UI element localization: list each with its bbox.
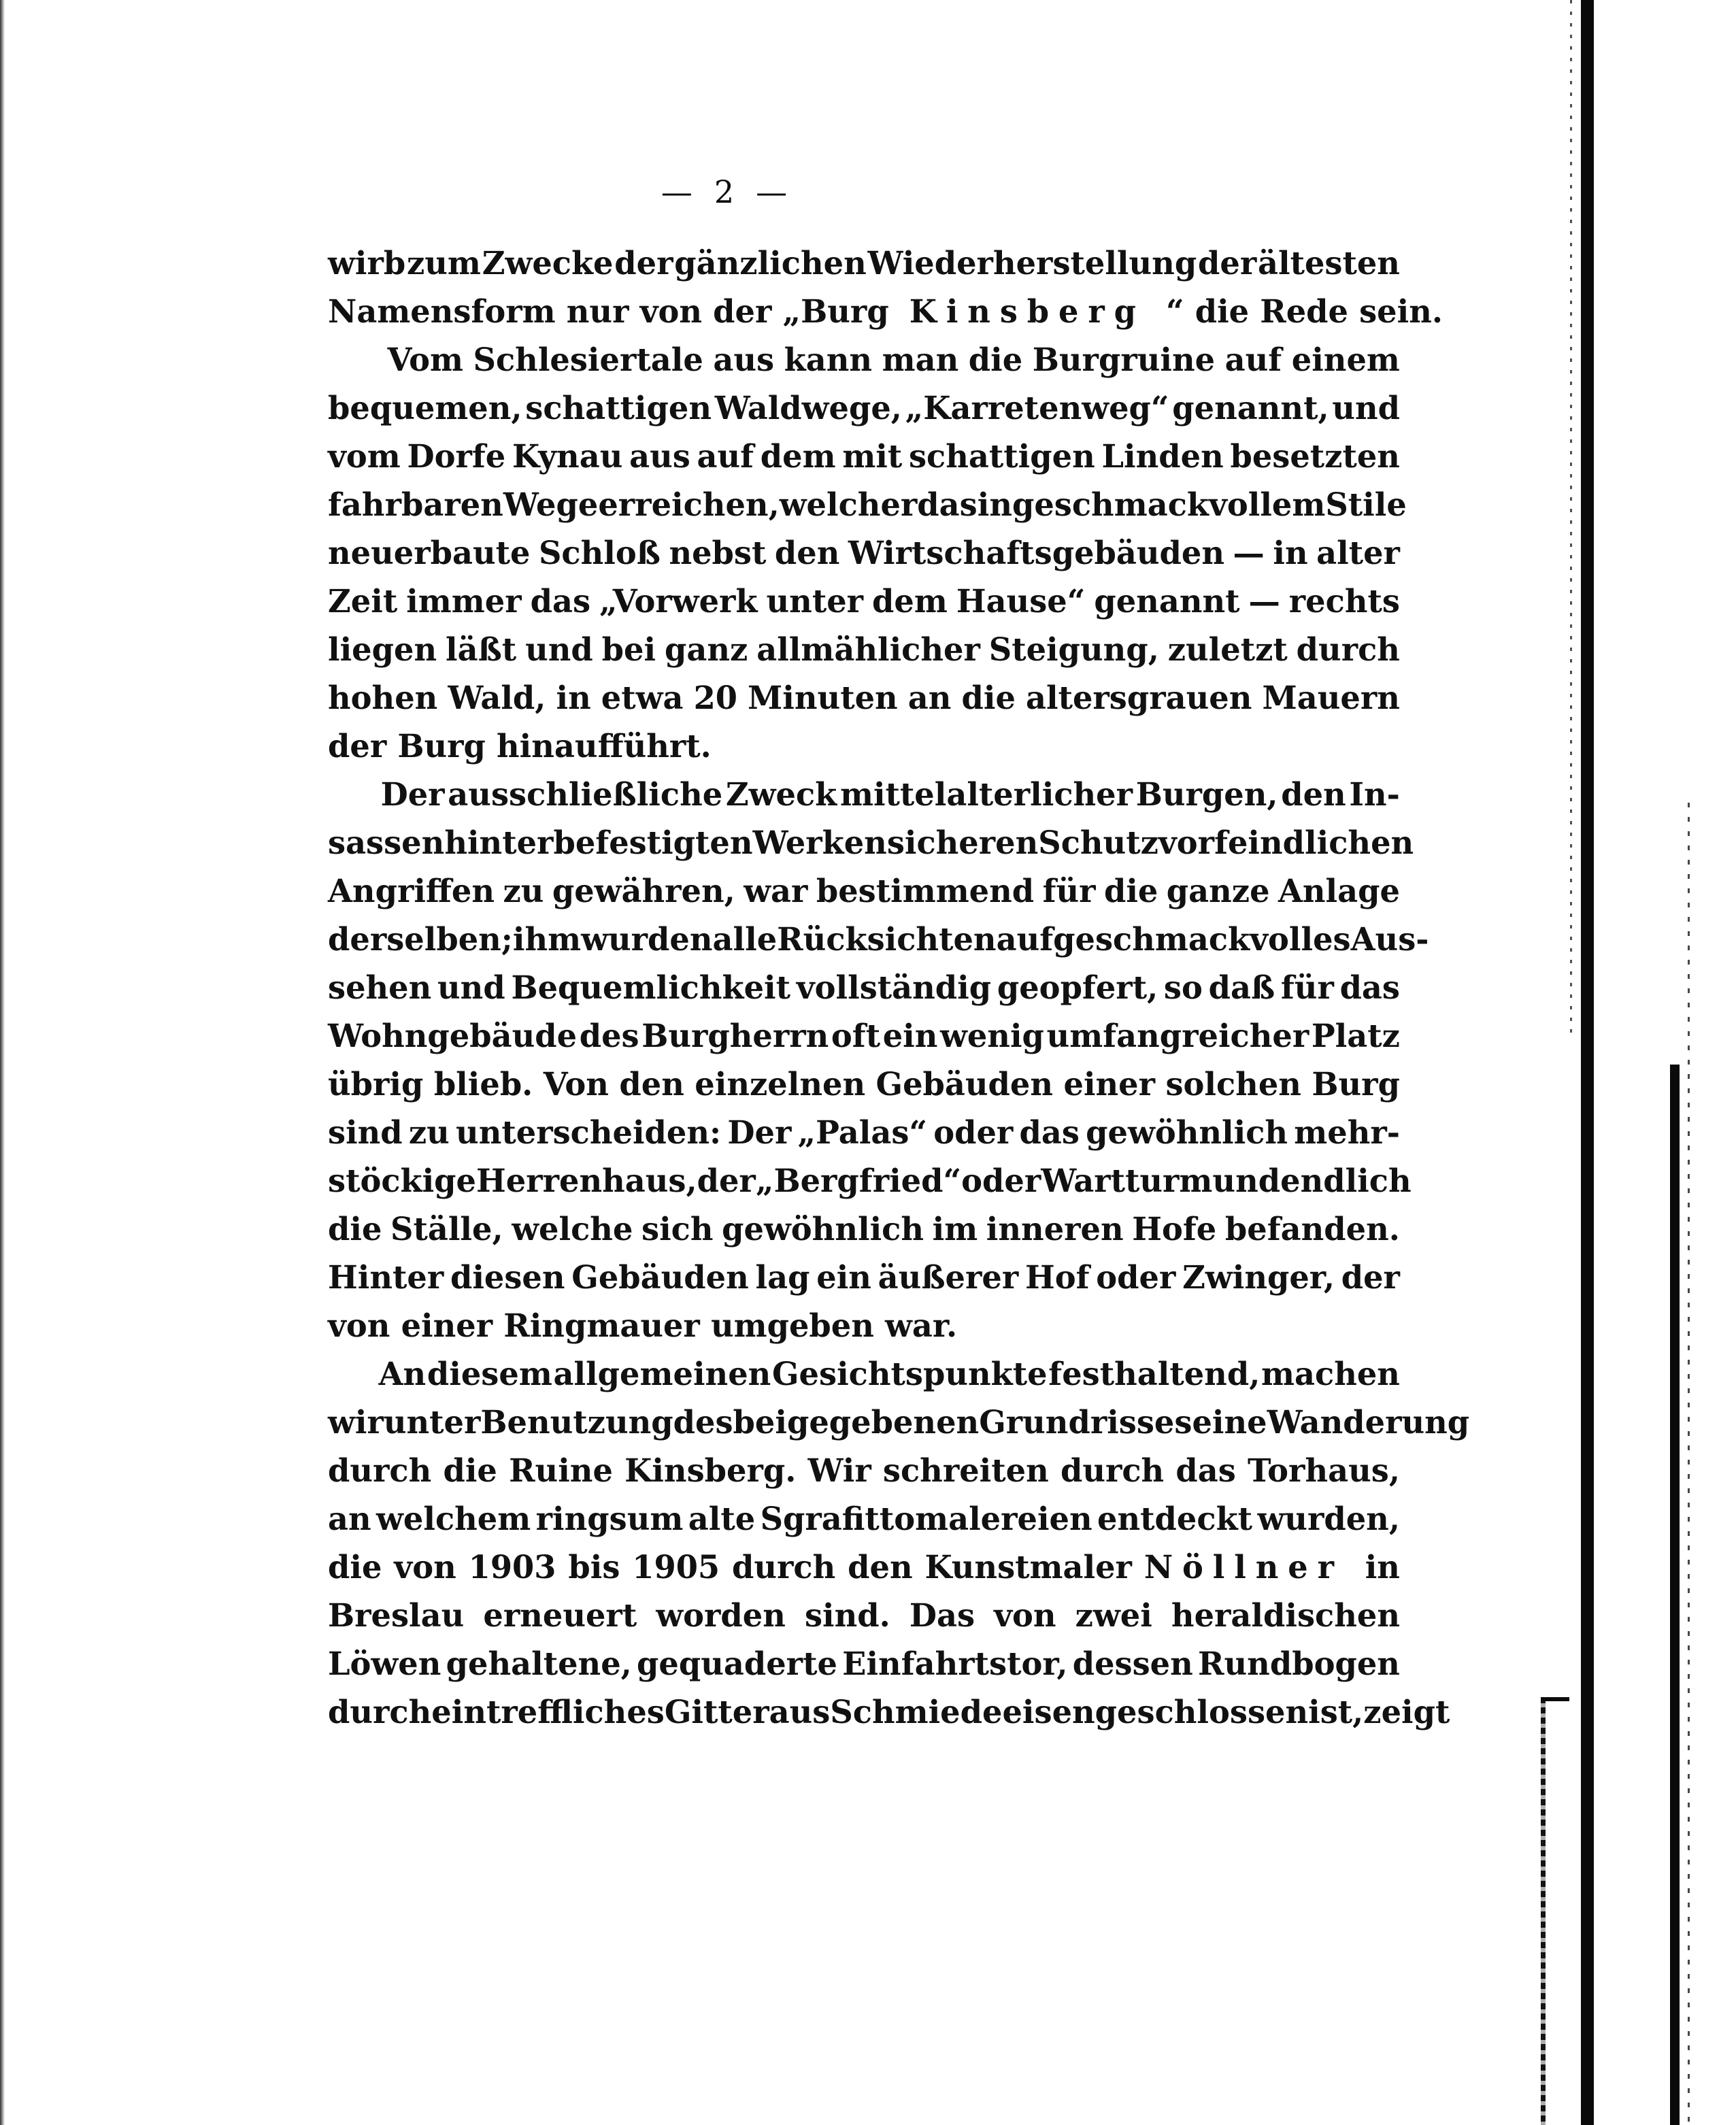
text-line xyxy=(328,433,1400,481)
word: eine xyxy=(1192,1404,1267,1441)
word: kann xyxy=(784,341,873,379)
word: äußerer xyxy=(878,1259,1019,1296)
word: feindlichen xyxy=(1214,824,1414,862)
word: erneuert xyxy=(483,1597,637,1635)
word: Zweck xyxy=(725,776,837,814)
word: das xyxy=(917,486,978,524)
word: zu xyxy=(408,1114,450,1152)
text-line xyxy=(328,1350,1400,1399)
word: der xyxy=(1341,1259,1400,1296)
text-line xyxy=(328,626,1400,674)
word: übrig xyxy=(328,1066,424,1103)
word: Gebäuden xyxy=(571,1259,749,1296)
word: des xyxy=(673,1404,733,1441)
text-line xyxy=(328,1543,1400,1592)
word: geschmackvolles xyxy=(1053,921,1351,958)
text-line xyxy=(328,1109,1400,1157)
word: unter xyxy=(383,1404,481,1441)
emphasised-word: Nöllner xyxy=(1144,1549,1343,1586)
word: an xyxy=(328,1501,371,1538)
word: „Bergfried“ xyxy=(755,1162,962,1200)
word: welchem xyxy=(376,1501,531,1538)
word: gewähren, xyxy=(552,873,735,910)
word: ältesten xyxy=(1257,245,1400,282)
word: Gitter xyxy=(664,1694,769,1731)
word: blieb. xyxy=(433,1066,533,1103)
text-line xyxy=(328,771,1400,819)
word: von xyxy=(394,1549,456,1586)
word: lag xyxy=(755,1259,810,1296)
word: — xyxy=(1233,535,1265,572)
word: Waldwege, xyxy=(714,390,902,427)
word: gewöhnlich xyxy=(722,1211,924,1248)
text-line xyxy=(328,916,1429,964)
word: alter xyxy=(1316,535,1400,572)
word: „Vorwerk xyxy=(599,583,758,620)
word: Bequemlichkeit xyxy=(511,969,791,1007)
scan-inner-edge-bar xyxy=(1541,1697,1546,2125)
page-number-header: — 2 — xyxy=(661,173,788,210)
word: der xyxy=(614,245,673,282)
word: bequemen, xyxy=(328,390,522,427)
word: die xyxy=(328,1211,382,1248)
word: und xyxy=(1212,1162,1281,1200)
word: wir xyxy=(328,1404,384,1441)
word: Wald, xyxy=(448,680,546,717)
word: sicheren xyxy=(886,824,1039,862)
word: umfangreicher xyxy=(1046,1018,1309,1055)
word: allmählicher xyxy=(756,631,980,669)
word: das xyxy=(1175,1452,1236,1490)
word: oder xyxy=(1096,1259,1176,1296)
word: die xyxy=(1103,873,1158,910)
word: hinaufführt. xyxy=(485,728,712,765)
word: Kunstmaler xyxy=(924,1549,1132,1586)
word: wurden xyxy=(581,921,713,958)
word: machen xyxy=(1261,1356,1400,1393)
word: die xyxy=(961,680,1016,717)
word: nur xyxy=(555,293,629,331)
text-line xyxy=(328,1012,1400,1060)
word: das xyxy=(1019,1114,1080,1152)
word: man xyxy=(882,341,959,379)
word: Hofe xyxy=(1132,1211,1217,1248)
word: im xyxy=(932,1211,978,1248)
word: Vom xyxy=(387,341,463,379)
word: den xyxy=(848,1549,913,1586)
word: für xyxy=(1280,969,1334,1007)
word: war xyxy=(744,873,808,910)
word: welche xyxy=(512,1211,633,1248)
text-line xyxy=(328,529,1400,578)
word: die xyxy=(443,1452,497,1490)
word: auf xyxy=(1224,341,1282,379)
word: Anlage xyxy=(1278,873,1400,910)
word: inneren xyxy=(986,1211,1124,1248)
word: Benutzung xyxy=(480,1404,673,1441)
paragraph-indent xyxy=(328,336,378,384)
word: „Karretenweg“ xyxy=(905,390,1169,427)
word: für xyxy=(1042,873,1096,910)
word: unter xyxy=(766,583,864,620)
word: durch xyxy=(328,1694,432,1731)
word: durch xyxy=(1060,1452,1165,1490)
word: gequaderte xyxy=(637,1645,837,1683)
word: Rede xyxy=(1249,293,1348,331)
word: ein xyxy=(816,1259,871,1296)
word: befestigten xyxy=(553,824,753,862)
text-line xyxy=(328,1399,1470,1447)
word: zu xyxy=(503,873,544,910)
word: vollständig xyxy=(796,969,992,1007)
word: Burgherrn xyxy=(641,1018,829,1055)
text-line xyxy=(328,1592,1400,1640)
word: Wanderung xyxy=(1267,1404,1470,1441)
word: aus xyxy=(713,341,775,379)
word: altersgrauen xyxy=(1025,680,1252,717)
word: Werken xyxy=(752,824,887,862)
word: die xyxy=(328,1549,382,1586)
word: 20 xyxy=(693,680,737,717)
word: durch xyxy=(328,1452,432,1490)
word: aus xyxy=(629,438,690,475)
word: ausschließliche xyxy=(448,776,723,814)
word: Der xyxy=(727,1114,792,1152)
word: so xyxy=(1163,969,1203,1007)
word: endlich xyxy=(1280,1162,1412,1200)
word: Einfahrtstor, xyxy=(842,1645,1068,1683)
word: Ruine xyxy=(509,1452,613,1490)
word: dem xyxy=(872,583,948,620)
text-line xyxy=(328,722,1400,771)
word: Zwinger, xyxy=(1182,1259,1335,1296)
scan-edge-dotted-line-2 xyxy=(1688,803,1690,2125)
word: bestimmend xyxy=(816,873,1035,910)
word: Wir xyxy=(807,1452,871,1490)
word: die xyxy=(968,341,1023,379)
word: beigegebenen xyxy=(733,1404,980,1441)
text-line xyxy=(328,1495,1400,1543)
word: aus xyxy=(769,1694,831,1731)
word: ihm xyxy=(512,921,582,958)
word: Linden xyxy=(1101,438,1224,475)
text-line xyxy=(328,578,1400,626)
word: Von xyxy=(543,1066,609,1103)
text-line xyxy=(328,481,1407,529)
word: allgemeinen xyxy=(553,1356,771,1393)
text-line xyxy=(328,1254,1400,1302)
word: Steigung, xyxy=(988,631,1159,669)
word: einer xyxy=(1063,1066,1156,1103)
word: sassen xyxy=(328,824,445,862)
word: das xyxy=(1339,969,1400,1007)
word: Rücksichten xyxy=(777,921,997,958)
word: und xyxy=(1332,390,1400,427)
word: vom xyxy=(328,438,401,475)
emphasised-word: Kinsberg xyxy=(888,293,1146,331)
scan-gutter-bar xyxy=(1581,0,1594,2125)
word: diesem xyxy=(427,1356,552,1393)
word: vor xyxy=(1158,824,1215,862)
body-text-block xyxy=(328,239,1470,1737)
word: der xyxy=(702,293,772,331)
word: Der xyxy=(380,776,445,814)
word: gänzlichen xyxy=(674,245,867,282)
word: worden xyxy=(656,1597,786,1635)
text-line xyxy=(328,239,1400,288)
text-line xyxy=(328,288,1443,336)
text-line xyxy=(328,1205,1400,1254)
word: Burgruine xyxy=(1032,341,1216,379)
word: dem xyxy=(760,438,836,475)
paragraph-indent xyxy=(328,771,378,819)
word: Zwecke xyxy=(482,245,614,282)
word: den xyxy=(619,1066,684,1103)
word: wenig xyxy=(939,1018,1044,1055)
word: ist, xyxy=(1308,1694,1364,1731)
word: umgeben xyxy=(699,1307,874,1345)
word: zum xyxy=(406,245,481,282)
word: liegen xyxy=(328,631,437,669)
word: das xyxy=(530,583,591,620)
word: oder xyxy=(961,1162,1041,1200)
word: gewöhnlich xyxy=(1086,1114,1288,1152)
word: Burg xyxy=(386,728,486,765)
word: wurden, xyxy=(1257,1501,1400,1538)
word: etwa xyxy=(601,680,684,717)
word: Schmiedeeisen xyxy=(830,1694,1095,1731)
word: Stile xyxy=(1325,486,1407,524)
word: solchen xyxy=(1165,1066,1301,1103)
word: alle xyxy=(712,921,778,958)
word: geopfert, xyxy=(997,969,1158,1007)
word: einzelnen xyxy=(695,1066,866,1103)
word: Gesichtspunkte xyxy=(772,1356,1048,1393)
word: genannt xyxy=(1094,583,1240,620)
text-line xyxy=(328,384,1400,433)
word: alte xyxy=(688,1501,756,1538)
word: Wohngebäude xyxy=(328,1018,578,1055)
word: ein xyxy=(882,1018,938,1055)
word: Das xyxy=(909,1597,975,1635)
word: Ringmauer xyxy=(493,1307,700,1345)
word: In- xyxy=(1349,776,1400,814)
word: „Burg xyxy=(771,293,889,331)
word: rechts xyxy=(1288,583,1400,620)
word: Namensform xyxy=(328,293,556,331)
word: in xyxy=(977,486,1012,524)
word: Aus- xyxy=(1350,921,1429,958)
word: An xyxy=(378,1356,427,1393)
word: von xyxy=(629,293,703,331)
word: “ xyxy=(1154,293,1184,331)
word: schreiten xyxy=(882,1452,1049,1490)
word: durch xyxy=(1296,631,1400,669)
text-line xyxy=(328,1688,1450,1737)
word: einem xyxy=(1291,341,1400,379)
scan-gutter-shadow xyxy=(0,0,5,2125)
word: nebst xyxy=(669,535,767,572)
word: treffliches xyxy=(486,1694,665,1731)
word: stöckige xyxy=(328,1162,477,1200)
word: in xyxy=(1365,1549,1400,1586)
word: Hof xyxy=(1024,1259,1090,1296)
word: Kynau xyxy=(512,438,623,475)
word: mit xyxy=(842,438,903,475)
word: besetzten xyxy=(1230,438,1400,475)
word: zuletzt xyxy=(1167,631,1288,669)
word: Schlesiertale xyxy=(473,341,703,379)
word: Platz xyxy=(1311,1018,1400,1055)
word: bis xyxy=(568,1549,620,1586)
word: ein xyxy=(431,1694,486,1731)
word: Burgen, xyxy=(1135,776,1278,814)
word: Rundbogen xyxy=(1198,1645,1400,1683)
word: „Palas“ xyxy=(797,1114,928,1152)
word: neuerbaute xyxy=(328,535,531,572)
word: Mauern xyxy=(1262,680,1400,717)
scan-inner-edge-cap xyxy=(1541,1697,1569,1701)
word: Schloß xyxy=(538,535,661,572)
word: diesen xyxy=(450,1259,565,1296)
word: sein. xyxy=(1348,293,1443,331)
word: sind xyxy=(328,1114,403,1152)
paragraph-indent xyxy=(328,1350,378,1399)
word: und xyxy=(437,969,505,1007)
word: Wege xyxy=(503,486,599,524)
word: des xyxy=(579,1018,639,1055)
word: und xyxy=(525,631,593,669)
word: Kinsberg. xyxy=(624,1452,797,1490)
word: Hinter xyxy=(328,1259,444,1296)
word: Löwen xyxy=(328,1645,441,1683)
word: Torhaus, xyxy=(1248,1452,1400,1490)
word: ganz xyxy=(664,631,748,669)
word: gehaltene, xyxy=(446,1645,632,1683)
word: Herrenhaus, xyxy=(476,1162,697,1200)
scan-edge-dotted-line xyxy=(1570,0,1572,1041)
word: Breslau xyxy=(328,1597,465,1635)
word: der xyxy=(1197,245,1257,282)
word: genannt, xyxy=(1172,390,1329,427)
word: sind. xyxy=(804,1597,890,1635)
text-line xyxy=(328,1447,1400,1495)
text-line xyxy=(328,964,1400,1012)
word: Wartturm xyxy=(1041,1162,1213,1200)
word: den xyxy=(1281,776,1346,814)
word: mittelalterlicher xyxy=(839,776,1133,814)
word: — xyxy=(1248,583,1280,620)
word: schattigen xyxy=(525,390,712,427)
text-line xyxy=(328,1640,1400,1688)
word: Ställe, xyxy=(390,1211,503,1248)
word: unterscheiden: xyxy=(456,1114,722,1152)
word: läßt xyxy=(446,631,517,669)
word: immer xyxy=(406,583,522,620)
word: ringsum xyxy=(535,1501,684,1538)
word: bei xyxy=(601,631,656,669)
word: Minuten xyxy=(748,680,898,717)
word: oft xyxy=(831,1018,881,1055)
word: Wirtschaftsgebäuden xyxy=(848,535,1225,572)
word: Dorfe xyxy=(407,438,506,475)
word: hohen xyxy=(328,680,438,717)
text-line xyxy=(328,819,1414,867)
word: fahrbaren xyxy=(328,486,503,524)
word: die xyxy=(1184,293,1250,331)
word: Wiederherstellung xyxy=(867,245,1197,282)
word: auf xyxy=(697,438,754,475)
word: hinter xyxy=(444,824,554,862)
word: wirb xyxy=(328,245,406,282)
word: an xyxy=(907,680,952,717)
text-line xyxy=(328,867,1400,916)
word: welcher xyxy=(779,486,918,524)
word: den xyxy=(774,535,840,572)
text-line xyxy=(328,336,1400,384)
word: Zeit xyxy=(328,583,398,620)
word: in xyxy=(1273,535,1308,572)
word: zwei xyxy=(1075,1597,1152,1635)
word: auf xyxy=(996,921,1054,958)
word: Hause“ xyxy=(956,583,1086,620)
word: mehr- xyxy=(1294,1114,1400,1152)
text-line xyxy=(328,1302,1400,1350)
word: festhaltend, xyxy=(1048,1356,1261,1393)
word: einer xyxy=(390,1307,493,1345)
text-line xyxy=(328,1157,1412,1205)
word: heraldischen xyxy=(1171,1597,1400,1635)
word: Schutz xyxy=(1038,824,1158,862)
word: der xyxy=(697,1162,756,1200)
word: erreichen, xyxy=(598,486,780,524)
word: geschmackvollem xyxy=(1012,486,1326,524)
word: von xyxy=(994,1597,1056,1635)
word: Angriffen xyxy=(328,873,495,910)
word: ganze xyxy=(1166,873,1270,910)
word: sehen xyxy=(328,969,432,1007)
word: Burg xyxy=(1312,1066,1400,1103)
word: zeigt xyxy=(1363,1694,1450,1731)
word: geschlossen xyxy=(1095,1694,1309,1731)
word: daß xyxy=(1208,969,1275,1007)
word: Sgrafittomalereien xyxy=(760,1501,1092,1538)
word: Gebäuden xyxy=(875,1066,1054,1103)
word: 1905 xyxy=(632,1549,720,1586)
word: schattigen xyxy=(908,438,1095,475)
word: dessen xyxy=(1072,1645,1193,1683)
word: derselben; xyxy=(328,921,513,958)
word: von xyxy=(328,1307,390,1345)
text-line xyxy=(328,1060,1400,1109)
word: entdeckt xyxy=(1097,1501,1253,1538)
word: in xyxy=(556,680,591,717)
word: 1903 xyxy=(468,1549,556,1586)
word: befanden. xyxy=(1224,1211,1400,1248)
word: oder xyxy=(933,1114,1014,1152)
scan-edge-bar-2 xyxy=(1670,1065,1680,2125)
word: sich xyxy=(641,1211,714,1248)
text-line xyxy=(328,674,1400,722)
word: war. xyxy=(873,1307,958,1345)
word: durch xyxy=(732,1549,836,1586)
word: der xyxy=(328,728,387,765)
word: Grundrisses xyxy=(979,1404,1192,1441)
